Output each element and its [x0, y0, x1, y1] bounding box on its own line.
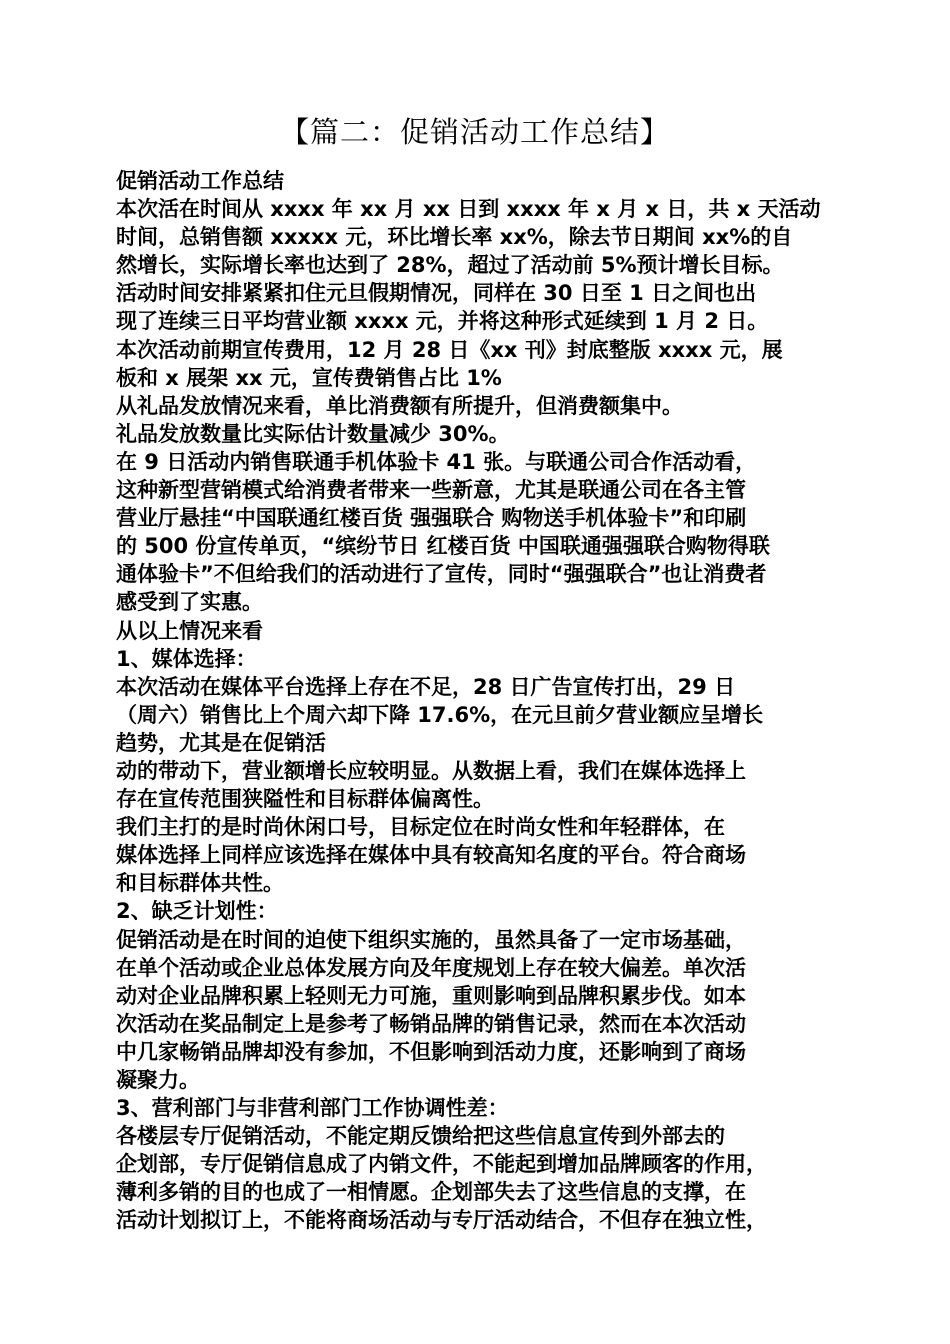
body-line: 动的带动下，营业额增长应较明显。从数据上看，我们在媒体选择上	[116, 758, 746, 783]
body-line: 板和 x 展架 xx 元，宣传费销售占比 1%	[116, 365, 502, 390]
body-line: 动对企业品牌积累上轻则无力可施，重则影响到品牌积累步伐。如本	[116, 983, 746, 1008]
body-line: 2、缺乏计划性：	[116, 899, 278, 924]
body-line: 和目标群体共性。	[116, 871, 284, 896]
body-line: 本次活在时间从 xxxx 年 xx 月 xx 日到 xxxx 年 x 月 x 日，共 x 天活动	[116, 197, 821, 222]
body-line: 从礼品发放情况来看，单比消费额有所提升，但消费额集中。	[116, 393, 683, 418]
body-line: 在单个活动或企业总体发展方向及年度规划上存在较大偏差。单次活	[116, 955, 746, 980]
body-line: 媒体选择上同样应该选择在媒体中具有较高知名度的平台。符合商场	[116, 843, 746, 868]
body-line: 活动时间安排紧紧扣住元旦假期情况，同样在 30 日至 1 日之间也出	[116, 281, 757, 306]
body-line: 现了连续三日平均营业额 xxxx 元，并将这种形式延续到 1 月 2 日。	[116, 309, 769, 334]
body-line: 从以上情况来看	[116, 618, 263, 643]
body-line: 的 500 份宣传单页，“缤纷节日 红楼百货 中国联通强强联合购物得联	[116, 534, 770, 559]
body-line: 本次活动前期宣传费用，12 月 28 日《xx 刊》封底整版 xxxx 元，展	[116, 337, 783, 362]
document-title: 【篇二：促销活动工作总结】	[279, 115, 670, 149]
body-line: 感受到了实惠。	[116, 590, 263, 615]
body-line: 活动计划拟订上，不能将商场活动与专厅活动结合，不但存在独立性，	[116, 1208, 767, 1233]
body-line: 次活动在奖品制定上是参考了畅销品牌的销售记录，然而在本次活动	[116, 1011, 746, 1036]
body-line: 存在宣传范围狭隘性和目标群体偏离性。	[116, 787, 494, 812]
body-line: 各楼层专厅促销活动，不能定期反馈给把这些信息宣传到外部去的	[116, 1124, 725, 1149]
body-line: 然增长，实际增长率也达到了 28%，超过了活动前 5%预计增长目标。	[116, 253, 784, 278]
body-line: 中几家畅销品牌却没有参加，不但影响到活动力度，还影响到了商场	[116, 1039, 746, 1064]
body-line: 时间，总销售额 xxxxx 元，环比增长率 xx%，除去节日期间 xx%的自	[116, 225, 793, 250]
body-line: 凝聚力。	[116, 1068, 200, 1092]
body-line: 在 9 日活动内销售联通手机体验卡 41 张。与联通公司合作活动看，	[116, 449, 757, 474]
body-line: 促销活动工作总结	[116, 169, 284, 193]
body-line: 通体验卡”不但给我们的活动进行了宣传，同时“强强联合”也让消费者	[116, 562, 767, 587]
body-line: 营业厅悬挂“中国联通红楼百货 强强联合 购物送手机体验卡”和印刷	[116, 506, 747, 531]
body-line: 促销活动是在时间的迫使下组织实施的，虽然具备了一定市场基础，	[116, 927, 746, 952]
body-line: 薄利多销的目的也成了一相情愿。企划部失去了这些信息的支撑，在	[116, 1180, 746, 1205]
body-line: 企划部，专厅促销信息成了内销文件，不能起到增加品牌顾客的作用，	[116, 1152, 767, 1177]
document-body	[116, 167, 838, 1235]
body-line: 我们主打的是时尚休闲口号，目标定位在时尚女性和年轻群体，在	[116, 815, 725, 840]
body-line: 本次活动在媒体平台选择上存在不足，28 日广告宣传打出，29 日	[116, 674, 736, 699]
body-line: （周六）销售比上个周六却下降 17.6%，在元旦前夕营业额应呈增长	[116, 702, 764, 727]
body-line: 1、媒体选择：	[116, 646, 257, 671]
body-line: 礼品发放数量比实际估计数量减少 30%。	[116, 421, 510, 446]
body-line: 3、营利部门与非营利部门工作协调性差：	[116, 1096, 509, 1121]
body-line: 这种新型营销模式给消费者带来一些新意，尤其是联通公司在各主管	[116, 478, 746, 503]
body-line: 趋势，尤其是在促销活	[116, 730, 326, 755]
